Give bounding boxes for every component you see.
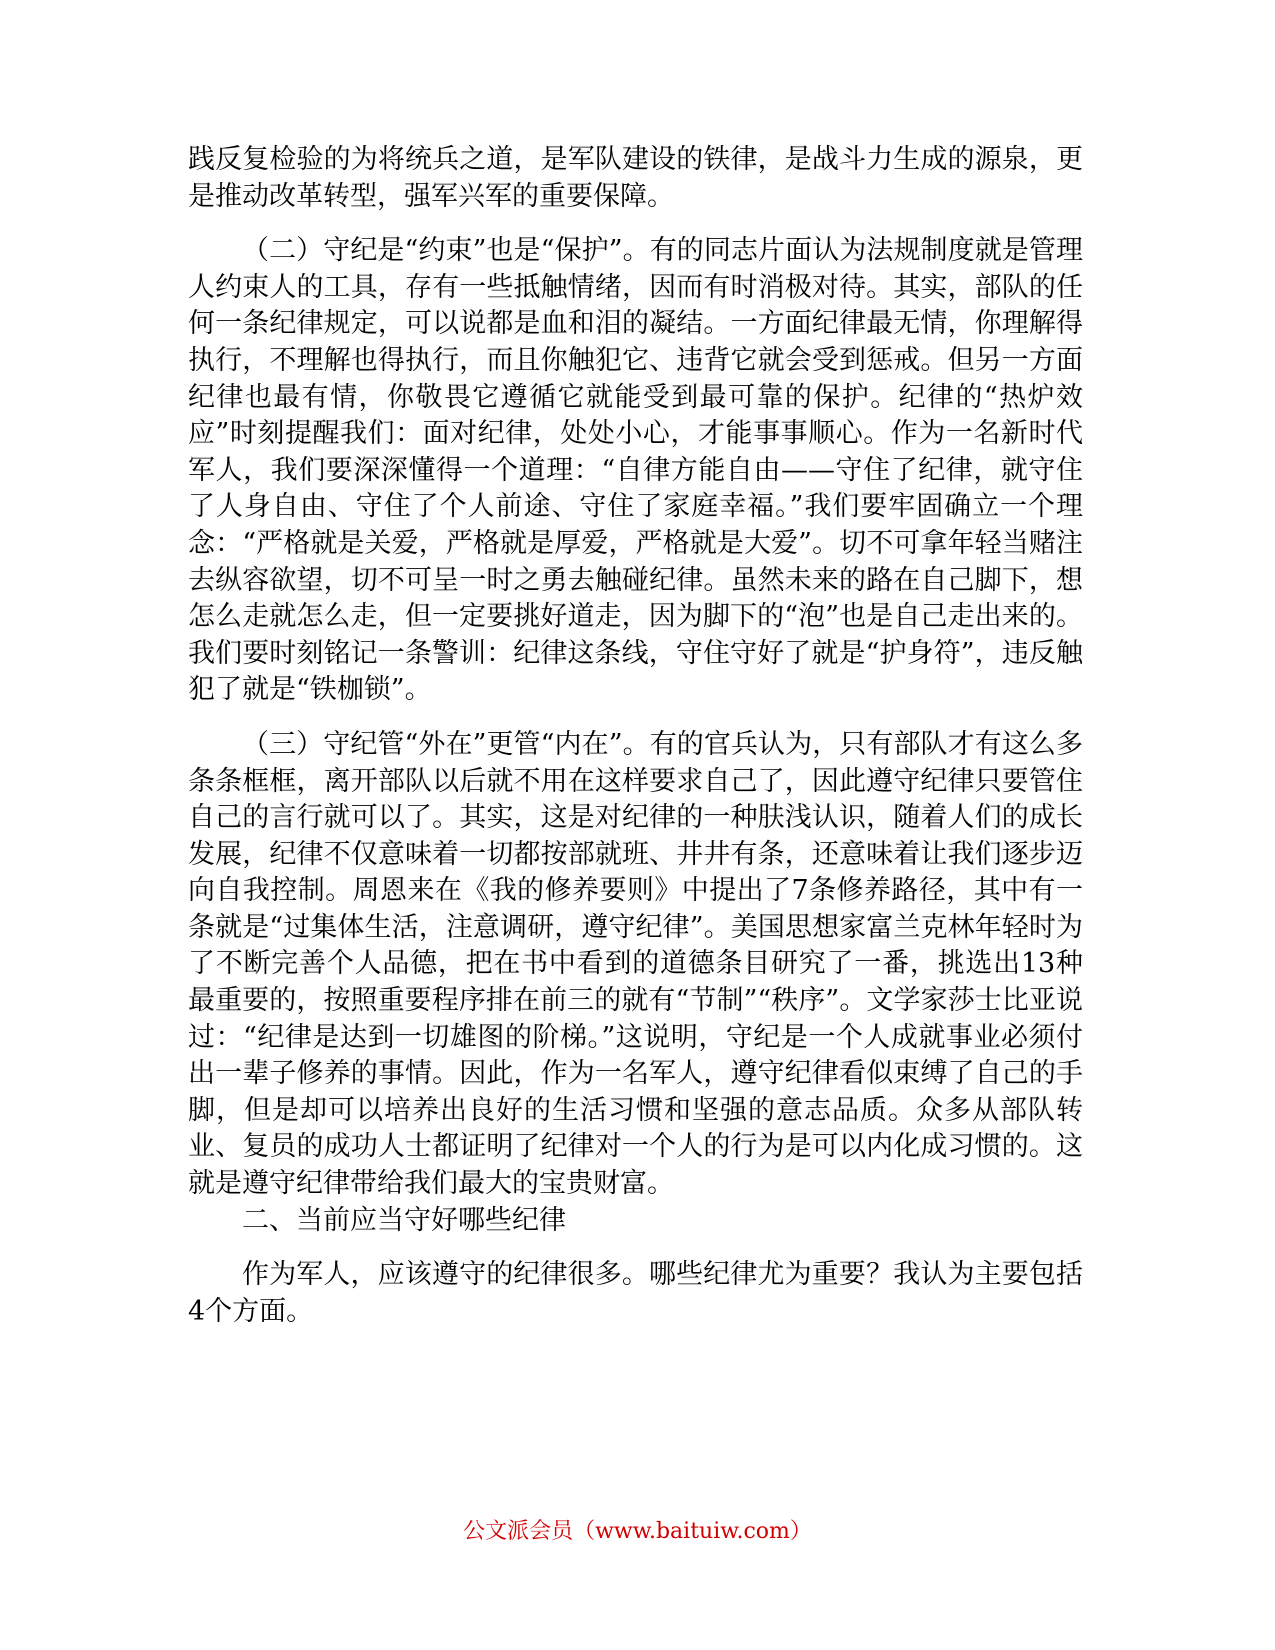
paragraph-constraint-protection: （二）守纪是“约束”也是“保护”。有的同志片面认为法规制度就是管理人约束人的工具，存有一些抵触情绪，因而有时消极对待。其实，部队的任何一条纪律规定，可以说都是血和泪的凝结。一方面纪律最无情，你理解得执行，不理解也得执行，而且你触犯它、违背它就会受到惩戒。但另一方面纪律也最有情，你敬畏它遵循它就能受到最可靠的保护。纪律的“热炉效应”时刻提醒我们：面对纪律，处处小心，才能事事顺心。作为一名新时代军人，我们要深深懂得一个道理：“自律方能自由——守住了纪律，就守住了人身自由、守住了个人前途、守住了家庭幸福。”我们要牢固确立一个理念：“严格就是关爱，严格就是厚爱，严格就是大爱”。切不可拿年轻当赌注去纵容欲望，切不可呈一时之勇去触碰纪律。虽然未来的路在自己脚下，想怎么走就怎么走，但一定要挑好道走，因为脚下的“泡”也是自己走出来的。我们要时刻铭记一条警训：纪律这条线，守住守好了就是“护身符”，违反触犯了就是“铁枷锁”。 <box>188 235 1083 706</box>
paragraph-closing: 作为军人，应该遵守的纪律很多。哪些纪律尤为重要？我认为主要包括4个方面。 <box>188 1259 1083 1327</box>
paragraph-continuation: 践反复检验的为将统兵之道，是军队建设的铁律，是战斗力生成的源泉，更是推动改革转型，强军兴军的重要保障。 <box>188 144 1083 212</box>
document-body <box>188 142 1083 1330</box>
section-heading: 二、当前应当守好哪些纪律 <box>242 1204 566 1236</box>
footer-watermark: 公文派会员（www.baituiw.com） <box>463 1519 812 1544</box>
paragraph-external-internal: （三）守纪管“外在”更管“内在”。有的官兵认为，只有部队才有这么多条条框框，离开部队以后就不用在这样要求自己了，因此遵守纪律只要管住自己的言行就可以了。其实，这是对纪律的一种肤浅认识，随着人们的成长发展，纪律不仅意味着一切都按部就班、井井有条，还意味着让我们逐步迈向自我控制。周恩来在《我的修养要则》中提出了7条修养路径，其中有一条就是“过集体生活，注意调研，遵守纪律”。美国思想家富兰克林年轻时为了不断完善个人品德，把在书中看到的道德条目研究了一番，挑选出13种最重要的，按照重要程序排在前三的就有“节制”“秩序”。文学家莎士比亚说过：“纪律是达到一切雄图的阶梯。”这说明，守纪是一个人成就事业必须付出一辈子修养的事情。因此，作为一名军人，遵守纪律看似束缚了自己的手脚，但是却可以培养出良好的生活习惯和坚强的意志品质。众多从部队转业、复员的成功人士都证明了纪律对一个人的行为是可以内化成习惯的。这就是遵守纪律带给我们最大的宝贵财富。 <box>188 728 1083 1200</box>
